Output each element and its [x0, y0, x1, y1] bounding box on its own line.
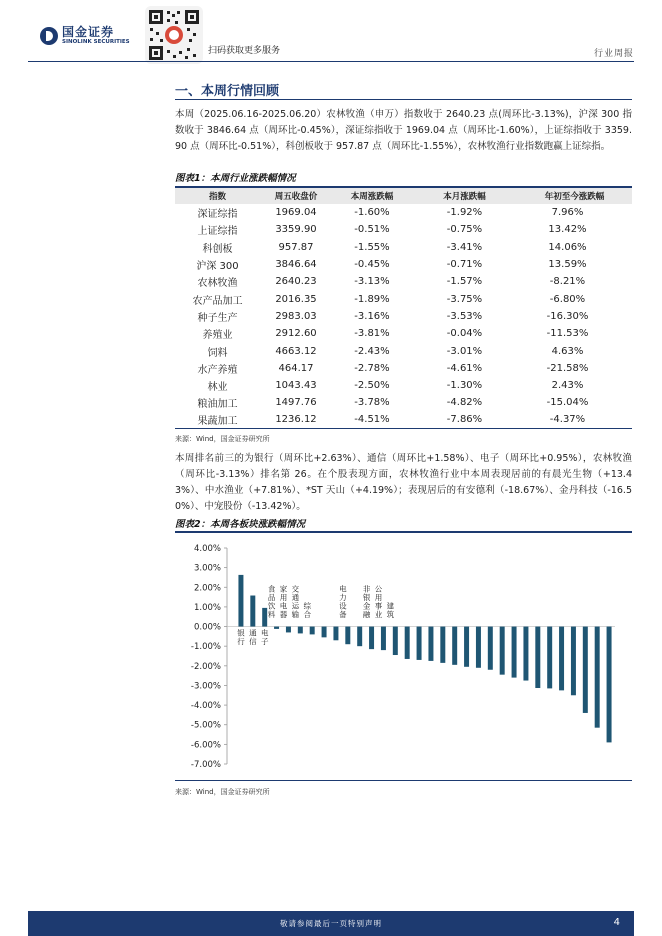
cell-close: 4663.12 — [275, 345, 317, 357]
cell-month: -0.75% — [446, 224, 483, 236]
chart-bar — [440, 627, 445, 663]
chart-bar — [369, 627, 374, 650]
x-category-label: 电子 — [260, 628, 269, 647]
cell-month: -7.86% — [412, 412, 517, 429]
cell-ytd: -11.53% — [546, 328, 589, 340]
cell-month: -3.01% — [446, 345, 483, 357]
cell-month: -0.04% — [446, 328, 483, 340]
qr-caption: 扫码获取更多服务 — [208, 46, 281, 56]
y-tick-label: -1.00% — [190, 642, 221, 653]
y-tick-label: 3.00% — [193, 563, 221, 574]
cell-week: -2.50% — [354, 380, 390, 392]
chart-bar — [583, 627, 588, 713]
cell-week: -3.13% — [354, 276, 390, 288]
chart-bar — [595, 627, 600, 728]
table-row — [175, 377, 632, 394]
table-row — [175, 204, 632, 221]
disclaimer-note: 敬请参阅最后一页特别声明 — [280, 919, 382, 928]
chart-bar — [262, 608, 267, 627]
cell-index: 饲料 — [207, 347, 228, 359]
cell-close: 1969.04 — [275, 207, 317, 219]
chart-bar — [274, 627, 279, 629]
chart-bar — [322, 627, 327, 638]
cell-month: -0.71% — [446, 259, 483, 271]
cell-index: 粮油加工 — [197, 399, 238, 411]
cell-week: -2.43% — [354, 345, 390, 357]
cell-month: -1.92% — [446, 207, 483, 219]
cell-week: -1.60% — [354, 207, 390, 219]
cell-ytd: -8.21% — [549, 276, 586, 288]
chart-bar — [512, 627, 517, 678]
col-header-month: 本月涨跌幅 — [412, 187, 517, 204]
logo-icon — [40, 27, 58, 45]
header-divider — [28, 61, 634, 62]
cell-close: 3359.90 — [275, 224, 317, 236]
index-performance-table — [175, 186, 632, 429]
cell-close: 1043.43 — [275, 380, 317, 392]
cell-ytd: 13.42% — [548, 224, 587, 236]
cell-ytd: 7.96% — [551, 207, 584, 219]
chart-bar — [298, 627, 303, 634]
x-category-label: 综合 — [303, 601, 311, 620]
chart-bar — [405, 627, 410, 659]
chart-bar — [286, 627, 291, 633]
cell-week: -1.89% — [354, 293, 390, 305]
cell-index: 林业 — [207, 382, 228, 394]
y-tick-label: 4.00% — [193, 544, 221, 554]
chart-bar — [333, 627, 338, 641]
table-row — [175, 256, 632, 273]
cell-week: -3.78% — [354, 397, 390, 409]
table-header-row — [175, 187, 632, 204]
report-category: 行业周报 — [593, 49, 634, 59]
table-row — [175, 221, 632, 238]
table-row — [175, 394, 632, 411]
cell-index: 种子生产 — [197, 312, 238, 324]
x-category-label: 交通运输 — [291, 584, 300, 620]
chart-bar — [500, 627, 505, 675]
cell-close: 1236.12 — [260, 412, 332, 429]
cell-index: 农林牧渔 — [197, 278, 238, 290]
x-category-label: 电力设备 — [339, 584, 347, 620]
cell-ytd: -4.37% — [517, 412, 632, 429]
cell-close: 2983.03 — [275, 310, 317, 322]
cell-close: 464.17 — [278, 362, 314, 374]
cell-month: -1.57% — [446, 276, 483, 288]
cell-ytd: -16.30% — [546, 310, 589, 322]
y-tick-label: 0.00% — [193, 622, 221, 633]
chart-bar — [238, 575, 243, 627]
cell-month: -4.82% — [446, 397, 483, 409]
x-category-label: 银行 — [237, 628, 245, 647]
section-title: 一、本周行情回顾 — [175, 84, 280, 99]
company-logo — [40, 26, 130, 46]
page-number: 4 — [613, 917, 620, 928]
cell-ytd: -21.58% — [546, 362, 589, 374]
cell-month: -4.61% — [446, 362, 483, 374]
chart-bar — [393, 627, 398, 655]
figure2-bottom-rule — [175, 780, 632, 781]
table-row — [175, 239, 632, 256]
figure1-title: 图表1：本周行业涨跌幅情况 — [175, 173, 296, 184]
cell-close: 1497.76 — [275, 397, 317, 409]
chart-bar — [607, 627, 612, 743]
cell-month: -3.41% — [446, 241, 483, 253]
cell-ytd: -6.80% — [549, 293, 586, 305]
cell-month: -3.75% — [446, 293, 483, 305]
cell-index: 深证综指 — [197, 209, 238, 221]
y-tick-label: 1.00% — [193, 602, 221, 613]
table-row — [175, 360, 632, 377]
cell-ytd: 14.06% — [548, 241, 587, 253]
cell-week: -3.81% — [354, 328, 390, 340]
chart-bar — [428, 627, 433, 661]
chart-bar — [310, 627, 315, 635]
ranking-paragraph: 本周排名前三的为银行（周环比+2.63%）、通信（周环比+1.58%）、电子（周环比+0.95%），农林牧渔（周环比-3.13%）排名第 26。在个股表现方面，农林牧渔行业中本周表现居前的有晨光生物（+13.43%）、中水渔业（+7.81%）、*ST 天山（+4.19%）；表现居后的有安德利（-18.67%）、金丹科技（-16.50%）、中宠股份（-13.42%）。 — [175, 453, 632, 512]
cell-week: -0.51% — [354, 224, 390, 236]
cell-month: -3.53% — [446, 310, 483, 322]
chart-bar — [559, 627, 564, 691]
chart-bar — [345, 627, 350, 645]
cell-week: -4.51% — [332, 412, 412, 429]
x-category-label: 非银金融 — [362, 584, 371, 620]
chart-bar — [476, 627, 481, 668]
cell-close: 2912.60 — [275, 328, 317, 340]
y-tick-label: -6.00% — [190, 740, 221, 751]
cell-ytd: 13.59% — [548, 259, 587, 271]
cell-index: 养殖业 — [202, 330, 233, 342]
page-footer — [28, 911, 634, 936]
cell-index: 水产养殖 — [197, 364, 238, 376]
cell-index: 沪深 300 — [196, 261, 239, 273]
table-row — [175, 308, 632, 325]
chart-bar — [547, 627, 552, 689]
col-header-close: 周五收盘价 — [260, 187, 332, 204]
y-tick-label: -4.00% — [190, 701, 221, 712]
cell-week: -3.16% — [354, 310, 390, 322]
cell-close: 2640.23 — [275, 276, 317, 288]
cell-week: -0.45% — [354, 259, 390, 271]
cell-index: 上证综指 — [197, 226, 238, 238]
qr-code-icon[interactable] — [145, 6, 203, 64]
chart-bar — [357, 627, 362, 647]
cell-ytd: -15.04% — [546, 397, 589, 409]
chart-bar — [464, 627, 469, 667]
chart-bar — [488, 627, 493, 670]
market-review-paragraph: 本周（2025.06.16-2025.06.20）农林牧渔（申万）指数收于 2640.23 点(周环比-3.13%)，沪深 300 指数收于 3846.64 点（周环比-0.45%），深证综指收于 1969.04 点（周环比-1.60%），上证综指收于 3359.90 点（周环比-0.51%），科创板收于 957.87 点（周环比-1.55%），农林牧渔行业指数跑赢上证综指。 — [175, 109, 632, 152]
col-header-ytd: 年初至今涨跌幅 — [517, 187, 632, 204]
table-row — [175, 325, 632, 342]
table-row — [175, 412, 632, 429]
logo-en: SINOLINK SECURITIES — [62, 39, 130, 45]
x-category-label: 通信 — [249, 628, 257, 647]
logo-cn: 国金证券 — [62, 25, 115, 39]
figure2-source: 来源：Wind，国金证券研究所 — [175, 788, 270, 796]
cell-close: 3846.64 — [275, 259, 317, 271]
cell-month: -1.30% — [446, 380, 483, 392]
figure2-title: 图表2：本周各板块涨跌幅情况 — [175, 519, 306, 530]
y-tick-label: 2.00% — [193, 583, 221, 594]
cell-week: -2.78% — [354, 362, 390, 374]
chart-bar — [523, 627, 528, 681]
chart-bar — [250, 596, 255, 627]
col-header-week: 本周涨跌幅 — [332, 187, 412, 204]
cell-ytd: 4.63% — [551, 345, 584, 357]
cell-week: -1.55% — [354, 241, 390, 253]
x-category-label: 建筑 — [386, 601, 395, 620]
section-divider — [175, 99, 632, 100]
x-category-label: 家用电器 — [279, 584, 288, 620]
figure1-source: 来源：Wind，国金证券研究所 — [175, 435, 270, 443]
y-tick-label: -3.00% — [190, 681, 221, 692]
sector-bar-chart — [175, 530, 632, 778]
x-category-label: 食品饮料 — [267, 584, 276, 620]
cell-close: 2016.35 — [275, 293, 317, 305]
chart-bar — [452, 627, 457, 665]
cell-index: 果蔬加工 — [175, 412, 260, 429]
x-category-label: 公用事业 — [374, 584, 383, 620]
table-row — [175, 273, 632, 290]
cell-ytd: 2.43% — [551, 380, 584, 392]
chart-bar — [535, 627, 540, 688]
y-tick-label: -7.00% — [190, 760, 221, 770]
chart-bar — [571, 627, 576, 696]
cell-index: 农产品加工 — [192, 295, 243, 307]
table-row — [175, 342, 632, 359]
col-header-index: 指数 — [175, 187, 260, 204]
y-tick-label: -5.00% — [190, 720, 221, 731]
chart-bar — [417, 627, 422, 660]
chart-bar — [381, 627, 386, 651]
cell-index: 科创板 — [202, 243, 233, 255]
cell-close: 957.87 — [278, 241, 314, 253]
table-row — [175, 290, 632, 307]
y-tick-label: -2.00% — [190, 661, 221, 672]
